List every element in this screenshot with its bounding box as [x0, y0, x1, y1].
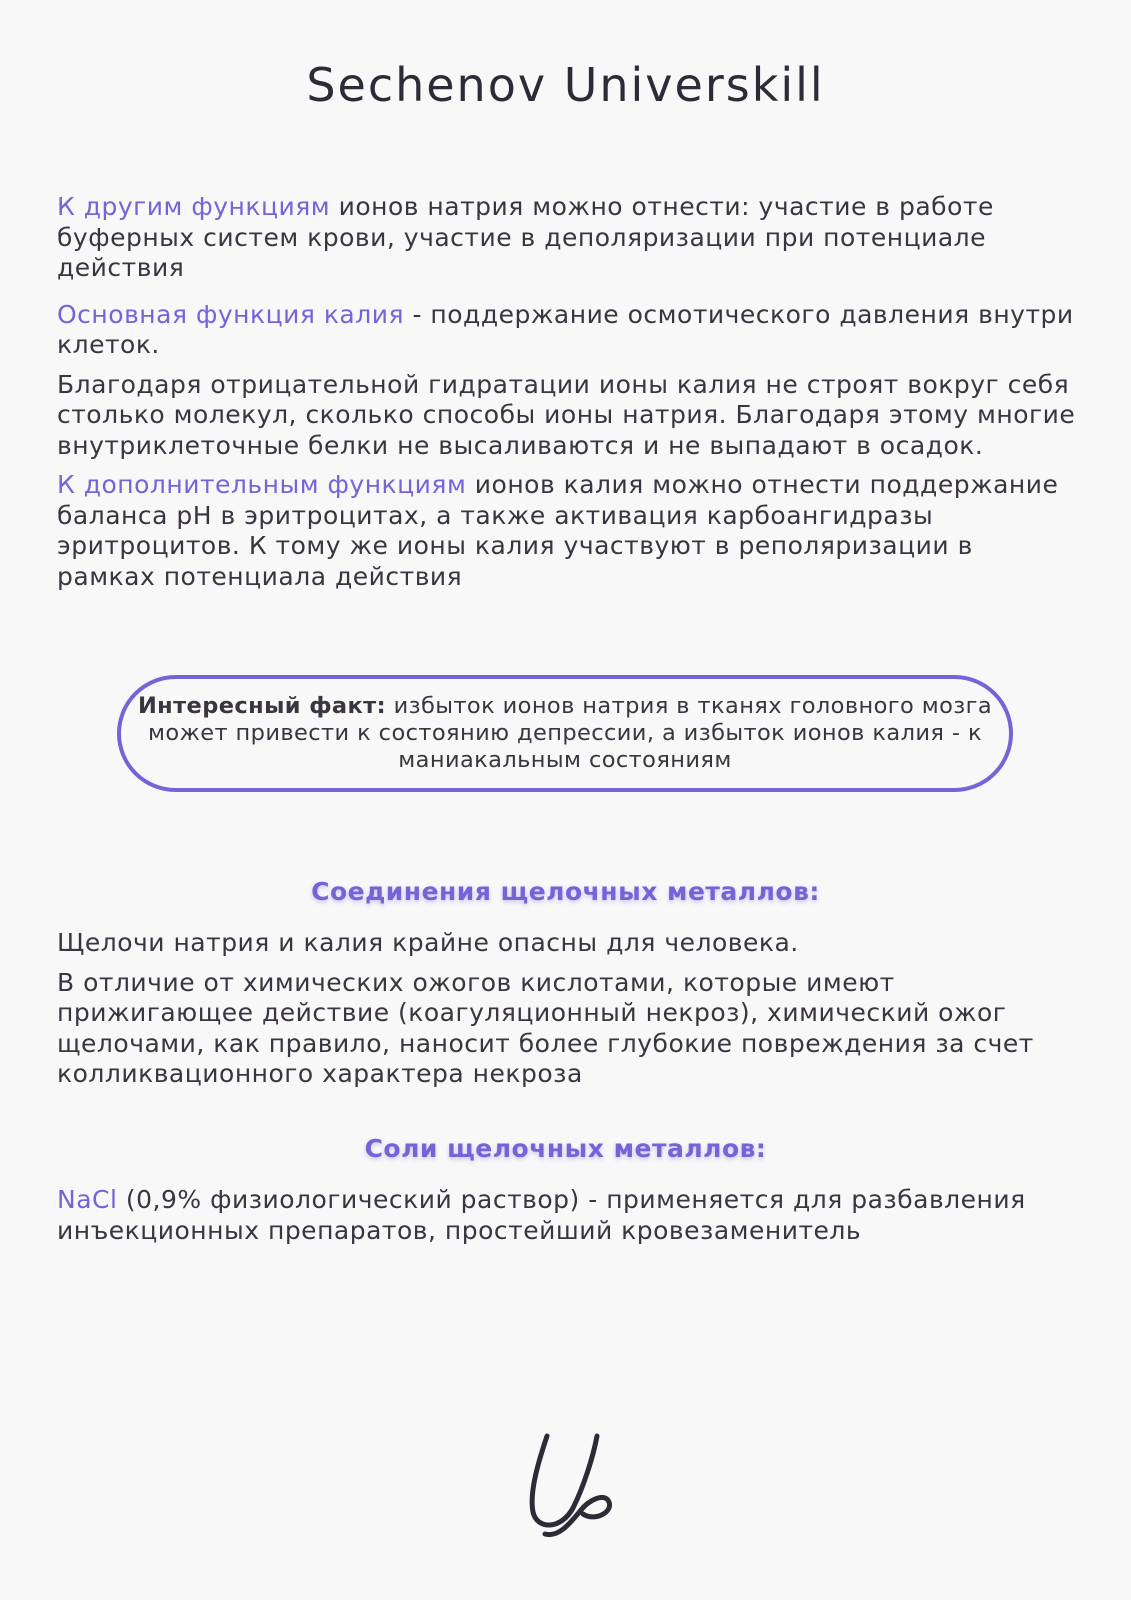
interesting-fact-box — [117, 675, 1013, 792]
page-title: Sechenov Universkill — [306, 58, 825, 112]
fact-body: избыток ионов натрия в тканях головного мозга может привести к состоянию депрессии, а избыток ионов калия - к маниакальным состояниям — [148, 693, 993, 773]
alkali-paragraph: В отличие от химических ожогов кислотами, которые имеют прижигающее действие (коагуляционный некроз), химический ожог щелочами, как правило, наносит более глубокие повреждения за счет колликвационного характера некроза — [57, 967, 1034, 1088]
paragraph-accent: Основная функция калия — [57, 299, 404, 329]
paragraph-text: - поддержание осмотического давления внутри клеток. — [57, 299, 1074, 359]
salt-description: (0,9% физиологический раствор) - применяется для разбавления инъекционных препаратов, простейший кровезаменитель — [57, 1185, 1026, 1245]
paragraph-potassium-extra — [57, 470, 1077, 592]
paragraph-accent: К дополнительным функциям — [57, 470, 467, 499]
alkali-salts-block — [57, 1185, 1077, 1246]
salts-paragraph — [57, 1185, 1077, 1246]
alkali-compounds-heading: Соединения щелочных металлов: — [311, 877, 820, 906]
paragraph-text: Благодаря отрицательной гидратации ионы калия не строят вокруг себя столько молекул, сколько способы ионы натрия. Благодаря этому многие внутриклеточные белки не высаливаются и не выпадают в осадок. — [57, 369, 1076, 460]
paragraph-sodium-functions — [57, 192, 1077, 284]
paragraph-text: ионов натрия можно отнести: участие в работе буферных систем крови, участие в деполяризации при потенциале действия — [57, 192, 994, 282]
fact-label: Интересный факт: — [137, 693, 387, 719]
alkali-paragraph: Щелочи натрия и калия крайне опасны для человека. — [57, 928, 799, 957]
universkill-logo-icon — [525, 1430, 620, 1540]
paragraph-text: ионов калия можно отнести поддержание баланса pH в эритроцитах, а также активация карбоангидразы эритроцитов. К тому же ионы калия участвуют в реполяризации в рамках потенциала действия — [57, 470, 1059, 591]
main-text-block — [57, 192, 1077, 592]
paragraph-accent: К другим функциям — [57, 192, 331, 221]
fact-text — [121, 693, 1009, 774]
paragraph-potassium-main — [57, 300, 1077, 361]
paragraph-potassium-hydration — [57, 370, 1077, 462]
alkali-compounds-block — [57, 928, 1077, 1090]
salt-formula: NaCl — [57, 1185, 118, 1214]
alkali-salts-heading: Соли щелочных металлов: — [364, 1134, 767, 1163]
